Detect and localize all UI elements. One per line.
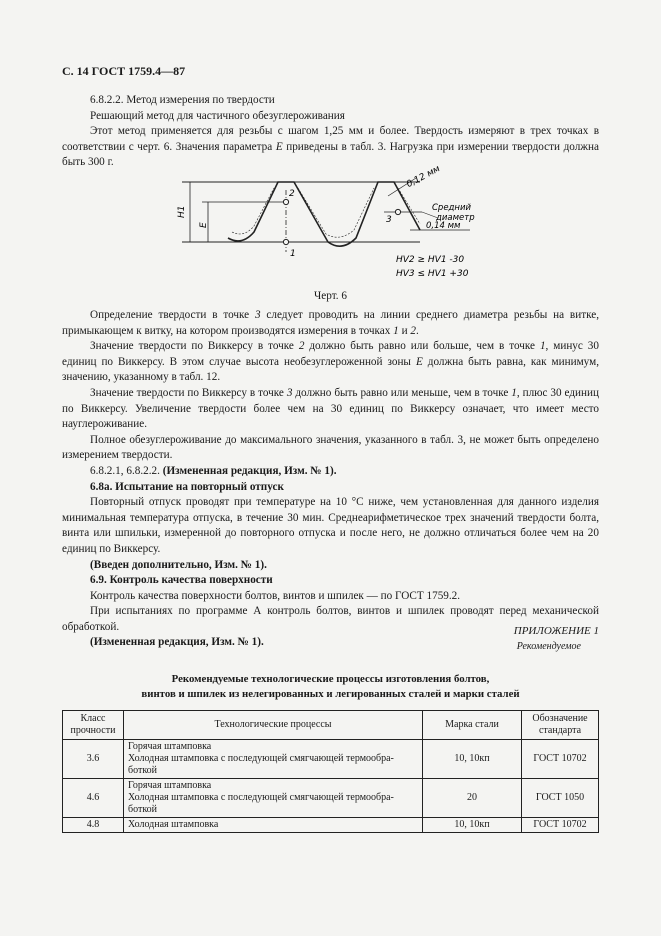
cell-standard: ГОСТ 10702	[522, 818, 599, 833]
thread-hardness-figure	[170, 162, 500, 284]
col-header-standard: Обозначение стандарта	[522, 711, 599, 740]
figure-caption: Черт. 6	[314, 290, 347, 302]
cell-class: 3.6	[63, 740, 124, 779]
cell-standard: ГОСТ 1050	[522, 779, 599, 818]
label-point-3: 3	[386, 215, 392, 225]
table-title: Рекомендуемые технологические процессы изготовления болтов, винтов и шпилек из нелегированных и легированных сталей и марки сталей	[141, 673, 520, 700]
paragraph: Полное обезуглероживание до максимального значения, указанного в табл. 3, не может быть определено измерением твердости.	[62, 433, 599, 462]
paragraph: 6.8.2.1, 6.8.2.2. (Измененная редакция, Изм. № 1).	[90, 464, 337, 477]
cell-class: 4.6	[63, 779, 124, 818]
table-row	[63, 779, 599, 818]
col-header-class: Класс прочности	[63, 711, 124, 740]
cell-standard: ГОСТ 10702	[522, 740, 599, 779]
formula-hv2: HV2 ≥ HV1 -30	[396, 255, 465, 265]
label-mean-1: Средний	[432, 203, 472, 213]
section-heading: 6.8а. Испытание на повторный отпуск	[90, 480, 284, 493]
page-header: С. 14 ГОСТ 1759.4—87	[62, 64, 186, 78]
appendix-subtitle: Рекомендуемое	[516, 641, 581, 652]
paragraph: Повторный отпуск проводят при температуре на 10 °С ниже, чем установленная для данного изделия минимальная температура отпуска, в течение 30 мин. Среднеарифметическое трех значений твердости болта, винта или шпильки, измеренной до повторного отпуска и после него, не должно отличаться более чем на 20 единиц по Виккерсу.	[62, 496, 599, 555]
cell-steel: 10, 10кп	[423, 740, 522, 779]
inner-contour	[232, 188, 420, 237]
label-h1: H1	[177, 205, 187, 218]
cell-class: 4.8	[63, 818, 124, 833]
paragraph: При испытаниях по программе А контроль болтов, винтов и шпилек проводят перед механической обработкой.	[62, 605, 599, 633]
label-point-1: 1	[290, 249, 296, 259]
label-point-2: 2	[289, 189, 295, 199]
paragraph: Значение твердости по Виккерсу в точке 3 должно быть равно или меньше, чем в точке 1, плюс 30 единиц по Виккерсу. Увеличение твердости более чем на 30 единиц по Виккерсу означает, что имеет место науглероживание.	[62, 386, 600, 431]
col-header-steel: Марка стали	[423, 711, 522, 740]
label-e: E	[199, 222, 209, 228]
section-heading: 6.9. Контроль качества поверхности	[90, 574, 273, 587]
cell-steel: 10, 10кп	[423, 818, 522, 833]
appendix-title: ПРИЛОЖЕНИЕ 1	[513, 625, 599, 637]
table-row	[63, 740, 599, 779]
cell-process: Холодная штамповка	[124, 818, 423, 833]
table-header-row	[63, 711, 599, 740]
section-subheading: Решающий метод для частичного обезуглероживания	[90, 109, 345, 122]
cell-process: Горячая штамповка Холодная штамповка с последующей смягчающей термообра- боткой	[124, 740, 423, 779]
col-header-process: Технологические процессы	[124, 711, 423, 740]
label-mean-2: диаметр	[436, 213, 475, 223]
label-012: 0,12 мм	[405, 164, 442, 191]
paragraph: Контроль качества поверхности болтов, винтов и шпилек — по ГОСТ 1759.2.	[90, 589, 461, 602]
appendix-label	[514, 624, 599, 654]
formula-hv3: HV3 ≤ HV1 +30	[396, 269, 469, 279]
table-row	[63, 818, 599, 833]
point-1-marker	[283, 239, 288, 244]
cell-process: Горячая штамповка Холодная штамповка с последующей смягчающей термообра- боткой	[124, 779, 423, 818]
point-2-marker	[283, 199, 288, 204]
label-014: 0,14 мм	[426, 221, 461, 231]
amendment-note: (Введен дополнительно, Изм. № 1).	[90, 558, 267, 571]
section-hardness-method	[62, 93, 599, 171]
paragraph: Этот метод применяется для резьбы с шагом 1,25 мм и более. Твердость измеряют в трех точках в соответствии с черт. 6. Значения параметра E приведены в табл. 3. Нагрузка при измерении твердости должна быть 300 г.	[62, 125, 599, 169]
paragraph: Значение твердости по Виккерсу в точке 2 должно быть равно или больше, чем в точке 1, минус 30 единиц по Виккерсу. В этом случае высота необезуглероженной зоны E должна быть равна, как минимум, значению, указанному в табл. 12.	[62, 340, 599, 384]
cell-steel: 20	[423, 779, 522, 818]
recommended-processes-table	[62, 710, 599, 833]
section-body	[62, 308, 599, 651]
point-3-marker	[395, 209, 400, 214]
section-heading: 6.8.2.2. Метод измерения по твердости	[90, 94, 275, 106]
amendment-note: (Измененная редакция, Изм. № 1).	[90, 636, 264, 649]
paragraph: Определение твердости в точке 3 следует проводить на линии среднего диаметра резьбы на витке, примыкающем к витку, на котором производятся измерения в точках 1 и 2.	[62, 309, 599, 337]
